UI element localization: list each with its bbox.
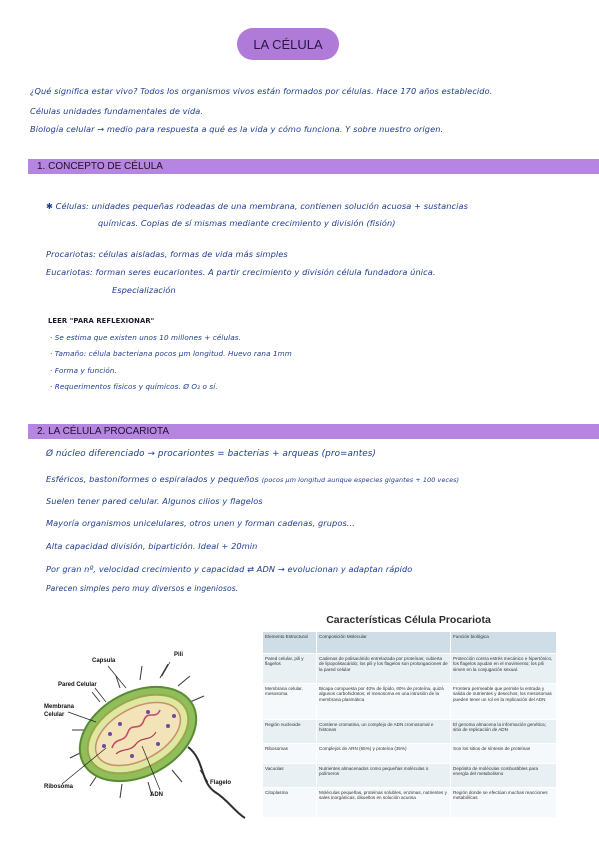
label-pili: Pili: [174, 652, 184, 658]
bacterium-illustration: [40, 652, 250, 820]
reflexionar-bullet: · Se estima que existen unos 10 millones + células.: [50, 333, 241, 342]
table-header-row: [263, 632, 557, 654]
procariota-line-2: [46, 474, 459, 484]
column-header: Función biológica: [451, 632, 557, 654]
reflexionar-bullet: · Tamaño: célula bacteriana pocos µm longitud. Huevo rana 1mm: [50, 349, 292, 358]
procariota-line-3: Suelen tener pared celular. Algunos cilios y flagelos: [46, 496, 263, 506]
table-cell: Frontera permeable que permite la entrada y salida de nutrientes y desechos; los mesosomas pueden tener un rol en la replicación del ADN: [451, 684, 557, 720]
characteristics-table: [262, 631, 557, 818]
table-cell: Región donde se efectúan muchas reacciones metabólicas: [451, 788, 557, 818]
table-cell: Bicapa compuesta por 40% de lípido, 60% de proteína, quizá algunos carbohidratos; el mesosoma es una intrusión de la membrana plasmática: [317, 684, 451, 720]
table-row: [263, 654, 557, 684]
procariota-line-5: Alta capacidad división, bipartición. Ideal + 20min: [46, 541, 258, 551]
procariota-line-7: Parecen simples pero muy diversos e ingeniosos.: [46, 584, 239, 593]
table-cell: Vacuolas: [263, 764, 317, 788]
reflexionar-bullet: · Forma y función.: [50, 366, 117, 375]
celulas-definition-line-1: ✱ Células: unidades pequeñas rodeadas de una membrana, contienen solución acuosa + sustancias: [46, 201, 468, 211]
label-membrana: Membrana: [44, 704, 75, 710]
intro-line-1: ¿Qué significa estar vivo? Todos los organismos vivos están formados por células. Hace 170 años establecido.: [30, 86, 493, 96]
table-row: [263, 764, 557, 788]
table-cell: Región nucleoide: [263, 720, 317, 744]
label-membrana-celular: Celular: [44, 712, 65, 718]
label-flagelo: Flagelo: [210, 780, 232, 786]
intro-line-2: Células unidades fundamentales de vida.: [30, 106, 204, 116]
table-row: [263, 744, 557, 764]
table-cell: Complejos de ARN (65%) y proteína (35%): [317, 744, 451, 764]
procariota-line-2-note: (pocos µm longitud aunque especies gigantes + 100 veces): [261, 476, 460, 484]
table-cell: Protección contra estrés mecánico e hipertónico, los flagelos ayudan en el movimiento; los pili sirven en la conjugación sexual.: [451, 654, 557, 684]
section-heading-procariota: 2. LA CÉLULA PROCARIOTA: [28, 424, 599, 439]
label-capsula: Capsula: [92, 658, 116, 664]
table-cell: Nutrientes almacenados como pequeñas moléculas o polímeros: [317, 764, 451, 788]
table-row: [263, 720, 557, 744]
table-cell: Citoplasma: [263, 788, 317, 818]
table-cell: Membrana celular, mesosoma: [263, 684, 317, 720]
intro-line-3: Biología celular → medio para respuesta a qué es la vida y cómo funciona. Y sobre nuestro origen.: [30, 124, 444, 134]
prokaryotic-cell-diagram: [40, 652, 250, 820]
column-header: Composición Molecular: [317, 632, 451, 654]
procariota-line-6: Por gran nº, velocidad crecimiento y capacidad ⇄ ADN → evolucionan y adaptan rápido: [46, 564, 413, 574]
procariota-line-1: Ø núcleo diferenciado → procariontes = bacterias + arqueas (pro=antes): [46, 449, 376, 459]
eucariotas-line-1: Eucariotas: forman seres eucariontes. A partir crecimiento y división célula fundadora única.: [46, 267, 436, 277]
table-cell: Depósito de moléculas combustibles para energía del metabolismo: [451, 764, 557, 788]
eucariotas-line-2: Especialización: [112, 285, 176, 295]
table-cell: Ribosomas: [263, 744, 317, 764]
label-ribosoma: Ribosoma: [44, 784, 74, 790]
page-title: LA CÉLULA: [237, 28, 339, 60]
reflexionar-bullet: · Requerimentos físicos y químicos. Ø O₂ o sí.: [50, 382, 218, 391]
procariota-line-4: Mayoría organismos unicelulares, otros unen y forman cadenas, grupos...: [46, 518, 355, 528]
table-cell: Son los sitios de síntesis de proteínas: [451, 744, 557, 764]
table-title: Características Célula Procariota: [326, 614, 491, 626]
table-cell: El genoma almacena la información genética; sitio de replicación de ADN: [451, 720, 557, 744]
label-adn: ADN: [150, 792, 163, 798]
table-row: [263, 684, 557, 720]
celulas-definition-line-2: químicas. Copias de sí mismas mediante crecimiento y división (fisión): [98, 218, 396, 228]
table-cell: Pared celular, pili y flagelos: [263, 654, 317, 684]
table-cell: Moléculas pequeñas, proteínas solubles, enzimas, nutrientes y sales inorgánicas, disueltos en solución acuosa: [317, 788, 451, 818]
column-header: Elemento Estructural: [263, 632, 317, 654]
table-cell: Contiene cromatina, un complejo de ADN cromosomal e histonas: [317, 720, 451, 744]
table-cell: Cadenas de polisacárido entrelazada por proteínas; cubierta de lipopolisacárido; los pili y los flagelos son prolongaciones de la pared celular: [317, 654, 451, 684]
leer-para-reflexionar: LEER "PARA REFLEXIONAR": [48, 317, 155, 325]
label-pared-celular: Pared Celular: [58, 682, 97, 688]
table-row: [263, 788, 557, 818]
procariotas-line: Procariotas: células aisladas, formas de vida más simples: [46, 249, 288, 259]
section-heading-concepto: 1. CONCEPTO DE CÉLULA: [28, 159, 599, 174]
procariota-line-2-main: Esféricos, bastoniformes o espiralados y pequeños: [46, 474, 259, 484]
characteristics-table-panel: [260, 609, 557, 821]
